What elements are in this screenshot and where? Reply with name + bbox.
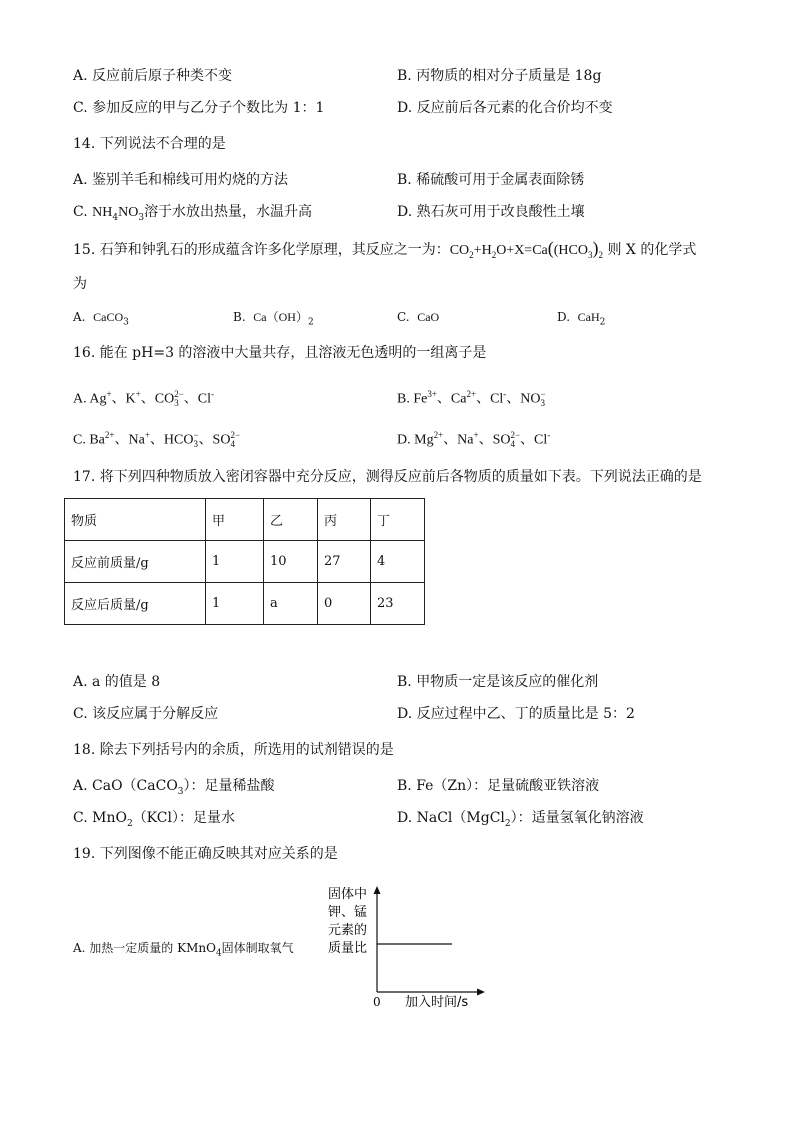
q15-option-a: A. CaCO$_3$: [73, 310, 129, 328]
y-axis-label-line: 元素的: [328, 923, 368, 938]
table-header-cell: 甲: [206, 499, 264, 541]
y-axis-label-line: 钾、锰: [328, 905, 368, 920]
q14-option-b: B. 稀硫酸可用于金属表面除锈: [397, 172, 585, 188]
q18-option-b: B. Fe（Zn）：足量硫酸亚铁溶液: [397, 778, 600, 794]
table-row: [65, 583, 425, 625]
q17-option-d: D. 反应过程中乙、丁的质量比是 5：2: [397, 706, 635, 722]
q13-option-c: C. 参加反应的甲与乙分子个数比为 1：1: [73, 100, 325, 116]
q16-option-a: A. Ag+、K+、CO 2− 3 、Cl-: [73, 389, 215, 409]
q13-option-b: B. 丙物质的相对分子质量是 18g: [397, 68, 602, 84]
x-axis-label: 加入时间/s: [405, 995, 469, 1010]
q17-option-b: B. 甲物质一定是该反应的催化剂: [397, 674, 599, 690]
table-cell: a: [264, 583, 318, 625]
q19-graph-svg: [320, 882, 490, 1012]
q17-mass-table: [64, 498, 425, 625]
table-cell: 4: [371, 541, 425, 583]
y-axis-arrow-icon: [374, 886, 381, 894]
table-cell: 反应前质量/g: [65, 541, 206, 583]
q18-option-d: D. NaCl（MgCl$_2$）：适量氢氧化钠溶液: [397, 810, 644, 829]
q19-graph: [320, 882, 490, 1012]
table-header-cell: 丁: [371, 499, 425, 541]
q16-option-b: B. $Fe^{3+}$、$Ca^{2+}$、Cl-、NO − 3: [397, 389, 546, 409]
table-header-cell: 物质: [65, 499, 206, 541]
table-header-cell: 乙: [264, 499, 318, 541]
table-header-row: [65, 499, 425, 541]
table-cell: 27: [318, 541, 371, 583]
q15-stem: 15. 石笋和钟乳石的形成蕴含许多化学原理，其反应之一为：$CO_2+H_2O+X=Ca((HCO_3)_2$ 则 X 的化学式: [73, 238, 697, 260]
q18-option-c: C. MnO$_2$（KCl）：足量水: [73, 810, 235, 829]
q17-option-a: A. a 的值是 8: [73, 674, 161, 690]
q19-option-a: A. 加热一定质量的 KMnO$_4$固体制取氧气: [73, 941, 294, 959]
q15-option-c: C. CaO: [397, 310, 440, 324]
q15-stem-line2: 为: [73, 276, 87, 292]
q14-stem: 14. 下列说法不合理的是: [73, 136, 226, 152]
q14-option-a: A. 鉴别羊毛和棉线可用灼烧的方法: [73, 172, 289, 188]
q13-option-a: A. 反应前后原子种类不变: [73, 68, 233, 84]
q14-option-c: C. $NH_4NO_3$溶于水放出热量，水温升高: [73, 204, 313, 223]
y-axis-label-line: 质量比: [328, 941, 368, 956]
q16-option-d: D. $Mg^{2+}$、Na+、SO 2− 4 、Cl-: [397, 430, 551, 450]
y-axis-label-line: 固体中: [328, 887, 368, 902]
origin-label: 0: [373, 995, 381, 1009]
q17-option-c: C. 该反应属于分解反应: [73, 706, 219, 722]
table-cell: 1: [206, 541, 264, 583]
q15-option-b: B. $Ca(OH)_2$: [233, 310, 314, 328]
table-row: [65, 541, 425, 583]
table-cell: 23: [371, 583, 425, 625]
table-cell: 0: [318, 583, 371, 625]
q19-stem: 19. 下列图像不能正确反映其对应关系的是: [73, 846, 338, 862]
x-axis-arrow-icon: [477, 989, 485, 996]
table-cell: 10: [264, 541, 318, 583]
table-cell: 1: [206, 583, 264, 625]
q18-option-a: A. CaO（CaCO$_3$）：足量稀盐酸: [73, 778, 275, 797]
q14-option-d: D. 熟石灰可用于改良酸性土壤: [397, 204, 585, 220]
q16-option-c: C. $Ba^{2+}$、Na+、HCO − 3 、SO 2− 4: [73, 430, 241, 450]
q15-option-d: D. CaH$_2$: [557, 310, 606, 328]
q16-stem: 16. 能在 pH=3 的溶液中大量共存，且溶液无色透明的一组离子是: [73, 345, 487, 361]
table-header-cell: 丙: [318, 499, 371, 541]
q18-stem: 18. 除去下列括号内的余质，所选用的试剂错误的是: [73, 742, 394, 758]
q17-stem: 17. 将下列四种物质放入密闭容器中充分反应，测得反应前后各物质的质量如下表。下列说法正确的是: [73, 469, 702, 485]
q13-option-d: D. 反应前后各元素的化合价均不变: [397, 100, 613, 116]
table-cell: 反应后质量/g: [65, 583, 206, 625]
